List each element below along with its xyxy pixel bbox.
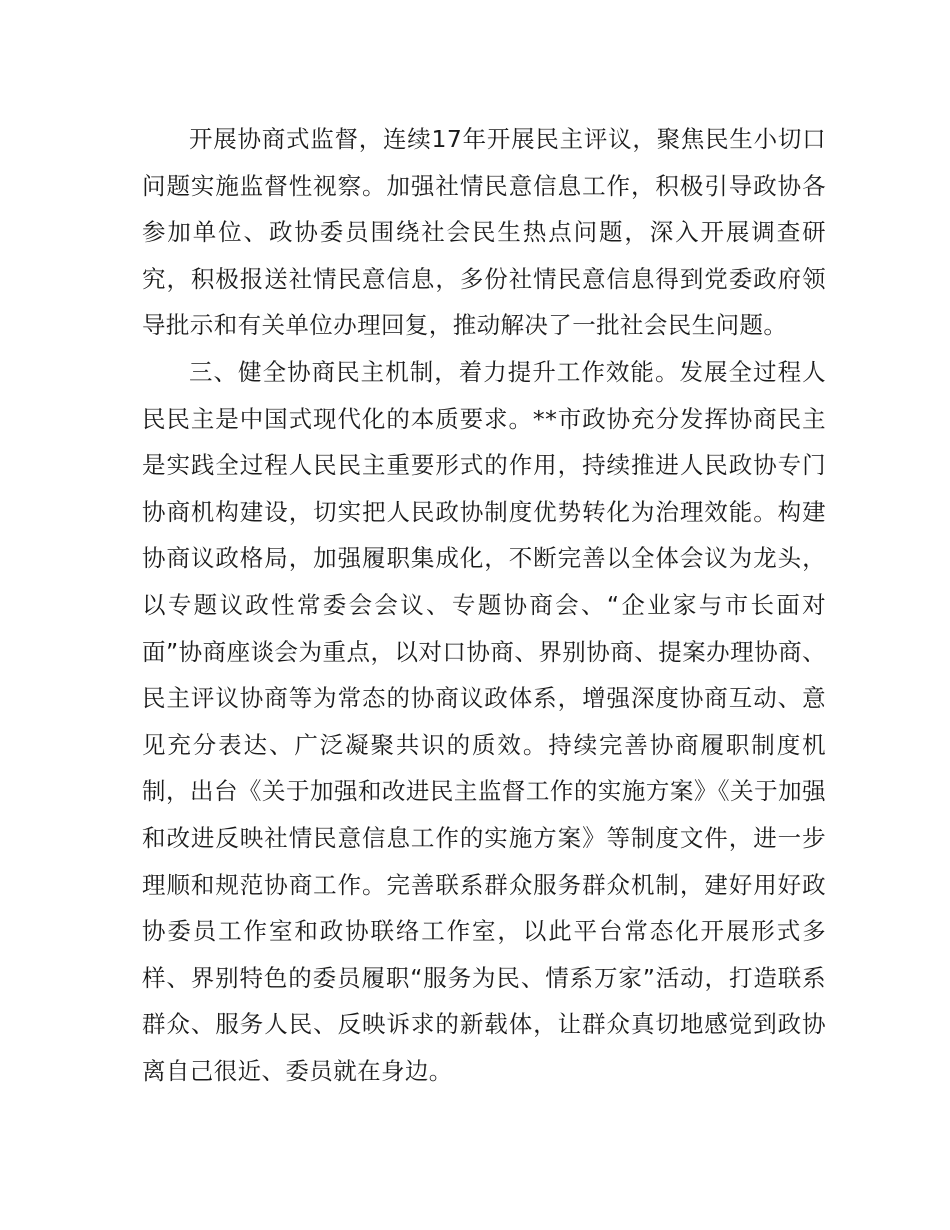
- paragraph-consultative-democracy-mechanism: 三、健全协商民主机制，着力提升工作效能。发展全过程人民民主是中国式现代化的本质要求。**市政协充分发挥协商民主是实践全过程人民民主重要形式的作用，持续推进人民政协专门协商机构建设，切实把人民政协制度优势转化为治理效能。构建协商议政格局，加强履职集成化，不断完善以全体会议为龙头，以专题议政性常委会会议、专题协商会、“企业家与市长面对面”协商座谈会为重点，以对口协商、界别协商、提案办理协商、民主评议协商等为常态的协商议政体系，增强深度协商互动、意见充分表达、广泛凝聚共识的质效。持续完善协商履职制度机制，出台《关于加强和改进民主监督工作的实施方案》《关于加强和改进反映社情民意信息工作的实施方案》等制度文件，进一步理顺和规范协商工作。完善联系群众服务群众机制，建好用好政协委员工作室和政协联络工作室，以此平台常态化开展形式多样、界别特色的委员履职“服务为民、情系万家”活动，打造联系群众、服务人民、反映诉求的新载体，让群众真切地感觉到政协离自己很近、委员就在身边。: [142, 357, 826, 1085]
- paragraph-consultative-supervision: 开展协商式监督，连续17年开展民主评议，聚焦民生小切口问题实施监督性视察。加强社情民意信息工作，积极引导政协各参加单位、政协委员围绕社会民生热点问题，深入开展调查研究，积极报送社情民意信息，多份社情民意信息得到党委政府领导批示和有关单位办理回复，推动解决了一批社会民生问题。: [142, 125, 826, 340]
- document-body: [142, 116, 826, 1094]
